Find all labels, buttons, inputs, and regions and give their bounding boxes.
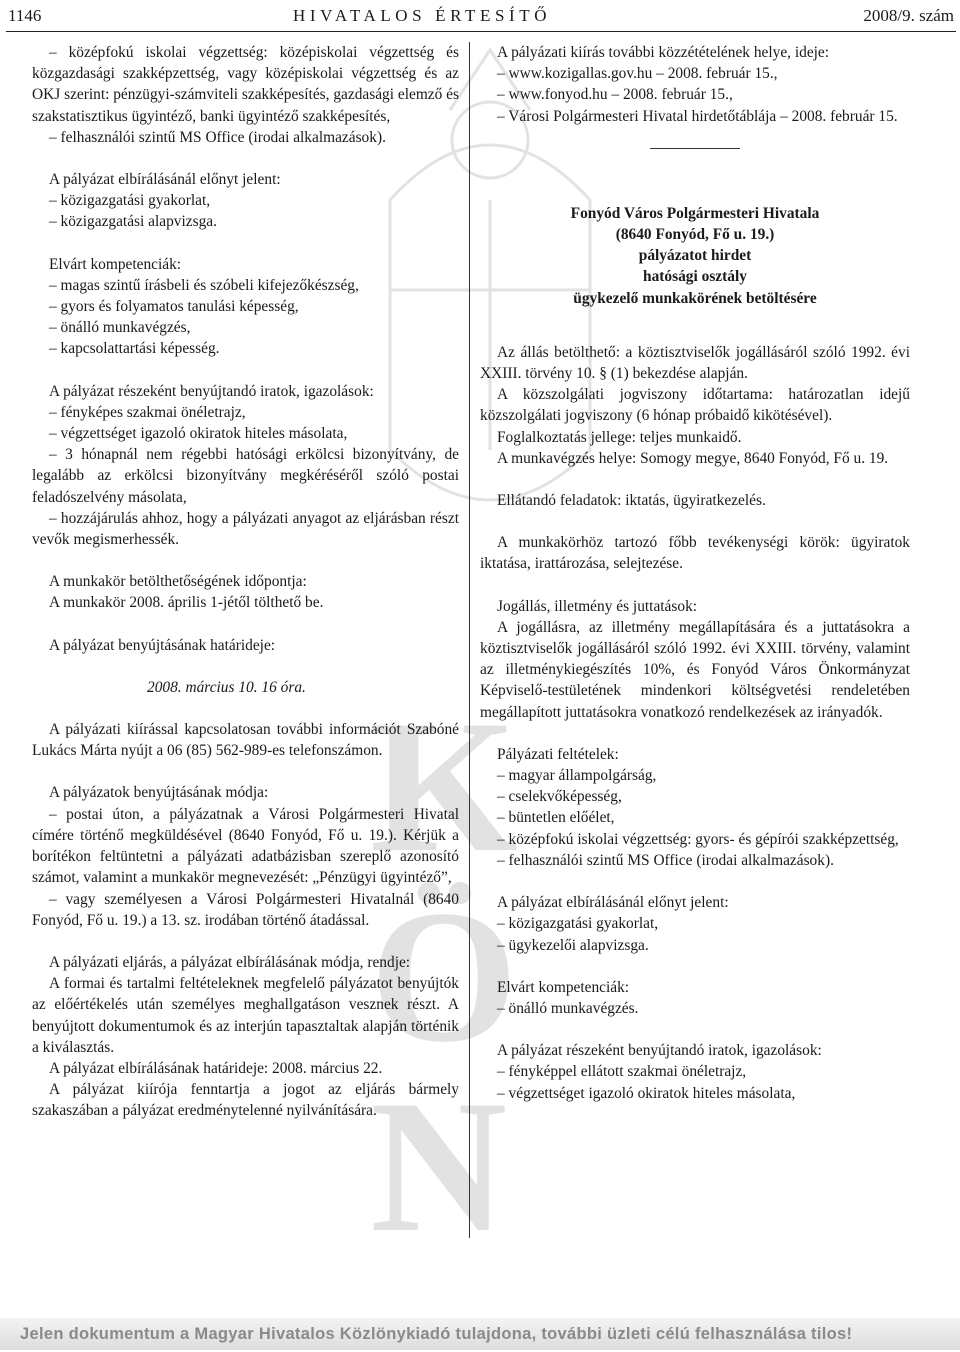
advantage-item: – közigazgatási alapvizsga.	[49, 213, 217, 231]
conditions-heading: Pályázati feltételek:	[497, 745, 619, 763]
condition-item: – felhasználói szintű MS Office (irodai alkalmazások).	[497, 851, 834, 869]
deadline-date: 2008. március 10. 16 óra.	[147, 678, 306, 696]
document-item: – fényképes szakmai önéletrajz,	[49, 403, 246, 421]
info-text: A pályázati kiírással kapcsolatosan további információt Szabóné Lukács Márta nyújt a 06 (85) 562-989-es telefonszámon.	[32, 721, 459, 760]
requirement-education: – középfokú iskolai végzettség: középiskolai végzettség és közgazdasági szakképzettség, vagy középiskolai végzettség és az OKJ szerint: pénzügyi-számviteli szakképesítés, gazdasági elemző és szakstatisztikus ügyintéző, banki ügyintéző szakképesítés,	[32, 44, 459, 125]
documents-heading: A pályázat részeként benyújtandó iratok, igazolások:	[49, 382, 374, 400]
document-item: – hozzájárulás ahhoz, hogy a pályázati anyagot az eljárásban részt vevők megismerhessék.	[32, 509, 459, 549]
competencies-heading: Elvárt kompetenciák:	[497, 978, 630, 996]
announcement-address: (8640 Fonyód, Fő u. 19.)	[615, 226, 775, 244]
column-divider	[469, 42, 470, 1238]
publication-heading: A pályázati kiírás további közzétételének helye, ideje:	[497, 44, 830, 61]
condition-item: – büntetlen előélet,	[497, 809, 615, 827]
publication-item: – Városi Polgármesteri Hivatal hirdetőtáblája – 2008. február 15.	[497, 107, 898, 125]
requirement-office: – felhasználói szintű MS Office (irodai alkalmazások).	[49, 128, 386, 146]
announcement-department: hatósági osztály	[643, 268, 747, 286]
condition-item: – középfokú iskolai végzettség: gyors- és gépírói szakképzettség,	[497, 830, 899, 848]
competency-item: – gyors és folyamatos tanulási képesség,	[49, 298, 299, 316]
header-rule	[6, 31, 956, 32]
document-item: – végzettséget igazoló okiratok hiteles másolata,	[49, 425, 348, 443]
competencies-heading: Elvárt kompetenciák:	[49, 255, 182, 273]
advantage-heading: A pályázat elbírálásánál előnyt jelent:	[49, 171, 281, 189]
condition-item: – magyar állampolgárság,	[497, 767, 657, 785]
page-header	[0, 0, 960, 31]
procedure-heading: A pályázati eljárás, a pályázat elbírálásának módja, rendje:	[49, 953, 411, 971]
left-column	[32, 42, 459, 1122]
salary-text: A jogállásra, az illetmény megállapítására és a juttatásokra a köztisztviselők jogállásáról szóló 1992. évi XXIII. törvény, valamint az illetménykiegészítés 10%, és Fonyód Város Önkormányzat Képviselő-testületének mindenkori költségvetési rendeletében megállapított juttatásokra vonatkozó rendelkezések az irányadók.	[480, 618, 910, 721]
salary-heading: Jogállás, illetmény és juttatások:	[497, 597, 698, 615]
work-place: A munkavégzés helye: Somogy megye, 8640 Fonyód, Fő u. 19.	[497, 449, 889, 467]
document-item: – 3 hónapnál nem régebbi hatósági erkölcsi bizonyítvány, de legalább az erkölcsi bizonyítvány megkéréséről szóló postai feladószelvény másolata,	[32, 446, 459, 506]
right-column	[480, 42, 910, 1104]
svg-text:Ö: Ö	[370, 872, 518, 1082]
fill-date-heading: A munkakör betölthetőségének időpontja:	[49, 573, 307, 591]
method-heading: A pályázatok benyújtásának módja:	[49, 784, 269, 802]
competency-item: – magas szintű írásbeli és szóbeli kifejezőkészség,	[49, 276, 359, 294]
method-item: – vagy személyesen a Városi Polgármesteri Hivatalnál (8640 Fonyód, Fő u. 19.) a 13. sz. irodában történő átadással.	[32, 890, 459, 929]
employment-duration: A közszolgálati jogviszony időtartama: határozatlan idejű közszolgálati jogviszony (6 hónap próbaidő kikötésével).	[480, 386, 910, 425]
advantage-item: – ügykezelői alapvizsga.	[497, 936, 649, 954]
advantage-item: – közigazgatási gyakorlat,	[49, 192, 211, 210]
announcement-subtitle: pályázatot hirdet	[638, 247, 752, 265]
issue-number: 2008/9. szám	[863, 6, 954, 25]
advantage-item: – közigazgatási gyakorlat,	[497, 915, 659, 933]
copyright-notice: Jelen dokumentum a Magyar Hivatalos Közlönykiadó tulajdona, további üzleti célú felhasználása tilos!	[20, 1325, 853, 1343]
page-number: 1146	[8, 6, 42, 25]
competency-item: – önálló munkavégzés,	[49, 319, 191, 337]
announcement-position: ügykezelő munkakörének betöltésére	[573, 289, 817, 307]
documents-heading: A pályázat részeként benyújtandó iratok, igazolások:	[497, 1042, 822, 1060]
reservation-text: A pályázat kiírója fenntartja a jogot az eljárás bármely szakaszában a pályázat eredménytelenné nyilvánítására.	[32, 1081, 459, 1120]
condition-item: – cselekvőképesség,	[497, 788, 622, 806]
publication-item: – www.kozigallas.gov.hu – 2008. február 15.,	[497, 65, 778, 83]
legal-basis: Az állás betölthető: a köztisztviselők jogállásáról szóló 1992. évi XXIII. törvény 10. § (1) bekezdése alapján.	[480, 343, 910, 383]
method-item: – postai úton, a pályázatnak a Városi Polgármesteri Hivatal címére történő megküldésével (8640 Fonyód, Fő u. 19.). Kérjük a borítékon feltüntetni a pályázati adatbázisban szereplő azonosító számot, valamint a munkakör megnevezését: „Pénzügyi ügyintéző”,	[32, 805, 459, 887]
procedure-text: A formai és tartalmi feltételeknek megfelelő pályázatot benyújtók az előértékelés után személyes meghallgatáson vesznek részt. A benyújtott dokumentumok és az interjún tapasztaltak alapján történik a kiválasztás.	[32, 975, 459, 1056]
publication-item: – www.fonyod.hu – 2008. február 15.,	[497, 86, 733, 104]
document-item: – végzettséget igazoló okiratok hiteles másolata,	[497, 1084, 796, 1102]
competency-item: – kapcsolattartási képesség.	[49, 340, 220, 358]
deadline-heading: A pályázat benyújtásának határideje:	[49, 636, 276, 654]
svg-text:K: K	[370, 682, 518, 892]
evaluation-deadline: A pályázat elbírálásának határideje: 2008. március 22.	[49, 1059, 383, 1077]
document-item: – fényképpel ellátott szakmai önéletrajz,	[497, 1063, 747, 1081]
svg-text:N: N	[370, 1062, 508, 1270]
publication-title: HIVATALOS ÉRTESÍTŐ	[293, 6, 552, 25]
fill-date-text: A munkakör 2008. április 1-jétől tölthető be.	[49, 594, 324, 612]
announcement-title: Fonyód Város Polgármesteri Hivatala	[570, 204, 820, 222]
employment-type: Foglalkoztatás jellege: teljes munkaidő.	[497, 428, 742, 446]
scope-text: A munkakörhöz tartozó főbb tevékenységi körök: ügyiratok iktatása, irattározása, selejtezése.	[480, 534, 910, 573]
advantage-heading: A pályázat elbírálásánál előnyt jelent:	[497, 894, 729, 912]
competency-item: – önálló munkavégzés.	[497, 999, 639, 1017]
tasks-text: Ellátandó feladatok: iktatás, ügyiratkezelés.	[497, 492, 766, 510]
